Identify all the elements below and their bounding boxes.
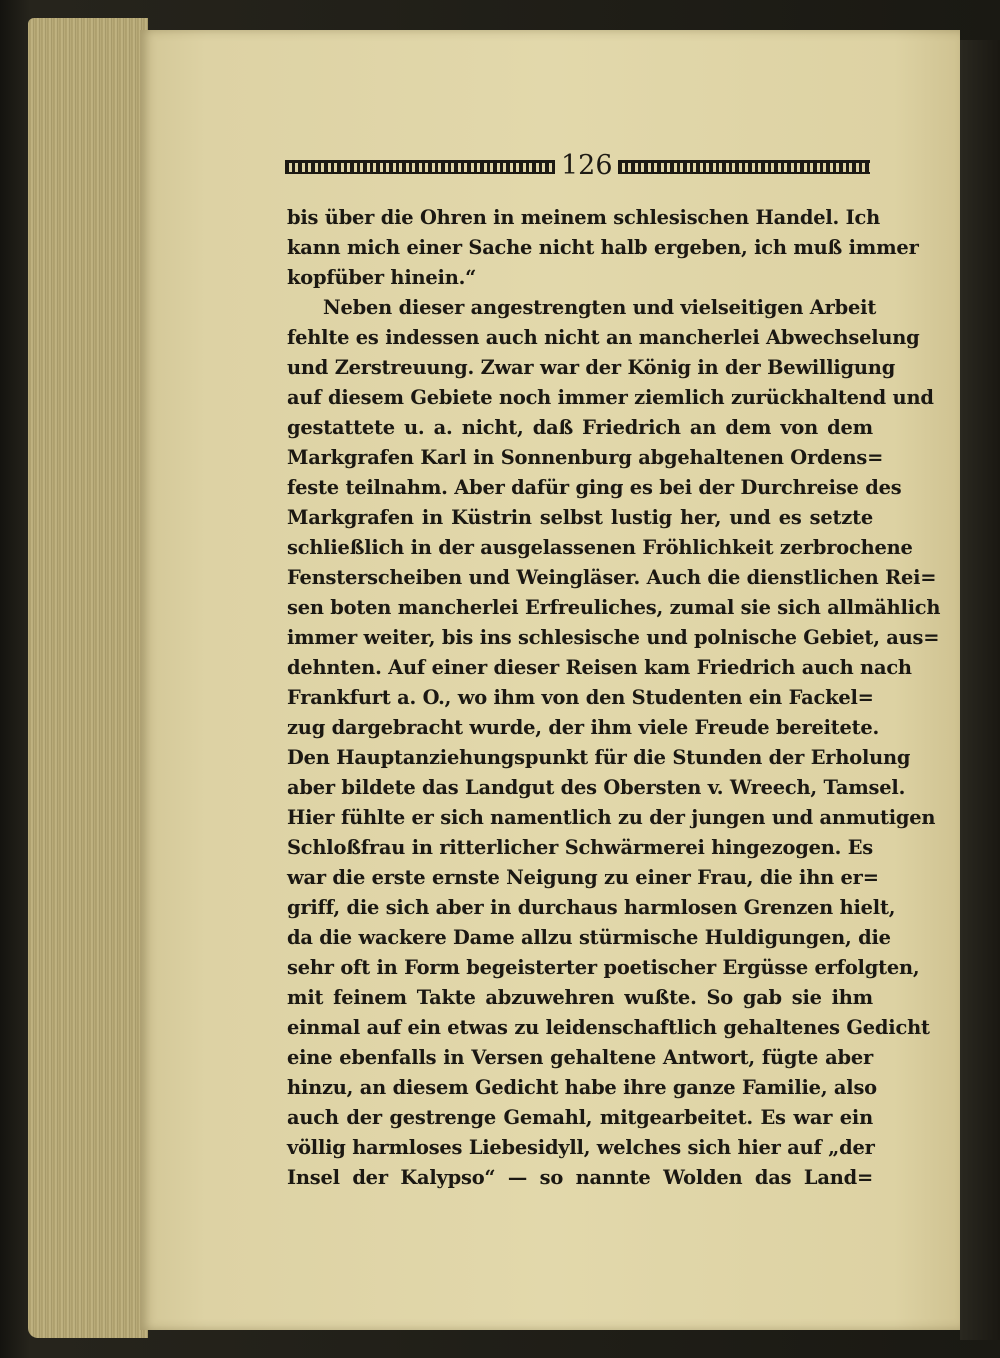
text-line: Insel der Kalypso“ — so nannte Wolden das Land= (287, 1166, 873, 1189)
text-line: Hier fühlte er sich namentlich zu der jungen und anmutigen (287, 806, 936, 829)
text-line: Fensterscheiben und Weingläser. Auch die dienstlichen Rei= (287, 566, 937, 589)
text-line: einmal auf ein etwas zu leidenschaftlich gehaltenes Gedicht (287, 1016, 930, 1039)
text-line: völlig harmloses Liebesidyll, welches sich hier auf „der (287, 1136, 875, 1159)
header-ornament-right (618, 160, 870, 174)
text-line: Markgrafen Karl in Sonnenburg abgehaltenen Ordens= (287, 446, 884, 469)
text-line: Markgrafen in Küstrin selbst lustig her, und es setzte (287, 506, 873, 529)
text-line: feste teilnahm. Aber dafür ging es bei der Durchreise des (287, 476, 902, 499)
text-line: schließlich in der ausgelassenen Fröhlichkeit zerbrochene (287, 536, 913, 559)
text-line: griff, die sich aber in durchaus harmlosen Grenzen hielt, (287, 896, 896, 919)
page-stack-edge (28, 18, 148, 1338)
facing-page-edge (960, 40, 1000, 1340)
text-line: mit feinem Takte abzuwehren wußte. So gab sie ihm (287, 986, 873, 1009)
text-line: sen boten mancherlei Erfreuliches, zumal sie sich allmählich (287, 596, 941, 619)
text-line: eine ebenfalls in Versen gehaltene Antwort, fügte aber (287, 1046, 873, 1069)
text-line: kann mich einer Sache nicht halb ergeben, ich muß immer (287, 236, 919, 259)
text-line: hinzu, an diesem Gedicht habe ihre ganze Familie, also (287, 1076, 877, 1099)
text-line: bis über die Ohren in meinem schlesischen Handel. Ich (287, 206, 881, 229)
body-text (287, 203, 941, 1193)
text-line: dehnten. Auf einer dieser Reisen kam Friedrich auch nach (287, 656, 912, 679)
text-line: kopfüber hinein.“ (287, 266, 477, 289)
text-line: da die wackere Dame allzu stürmische Huldigungen, die (287, 926, 891, 949)
page-header (255, 148, 873, 184)
text-line: zug dargebracht wurde, der ihm viele Freude bereitete. (287, 716, 880, 739)
text-line: war die erste ernste Neigung zu einer Frau, die ihn er= (287, 866, 879, 889)
text-line: immer weiter, bis ins schlesische und polnische Gebiet, aus= (287, 626, 940, 649)
text-line: gestattete u. a. nicht, daß Friedrich an dem von dem (287, 416, 873, 439)
page-number: 126 (561, 150, 613, 181)
text-line: fehlte es indessen auch nicht an mancherlei Abwechselung (287, 326, 920, 349)
text-line: auf diesem Gebiete noch immer ziemlich zurückhaltend und (287, 386, 934, 409)
text-line: auch der gestrenge Gemahl, mitgearbeitet. Es war ein (287, 1106, 873, 1129)
text-line: Neben dieser angestrengten und vielseitigen Arbeit (323, 296, 877, 319)
text-line: aber bildete das Landgut des Obersten v. Wreech, Tamsel. (287, 776, 906, 799)
text-line: Frankfurt a. O., wo ihm von den Studenten ein Fackel= (287, 686, 874, 709)
text-line: Den Hauptanziehungspunkt für die Stunden der Erholung (287, 746, 911, 769)
header-ornament-left (285, 160, 555, 174)
text-line: sehr oft in Form begeisterter poetischer Ergüsse erfolgten, (287, 956, 920, 979)
text-line: und Zerstreuung. Zwar war der König in der Bewilligung (287, 356, 896, 379)
text-line: Schloßfrau in ritterlicher Schwärmerei hingezogen. Es (287, 836, 874, 859)
